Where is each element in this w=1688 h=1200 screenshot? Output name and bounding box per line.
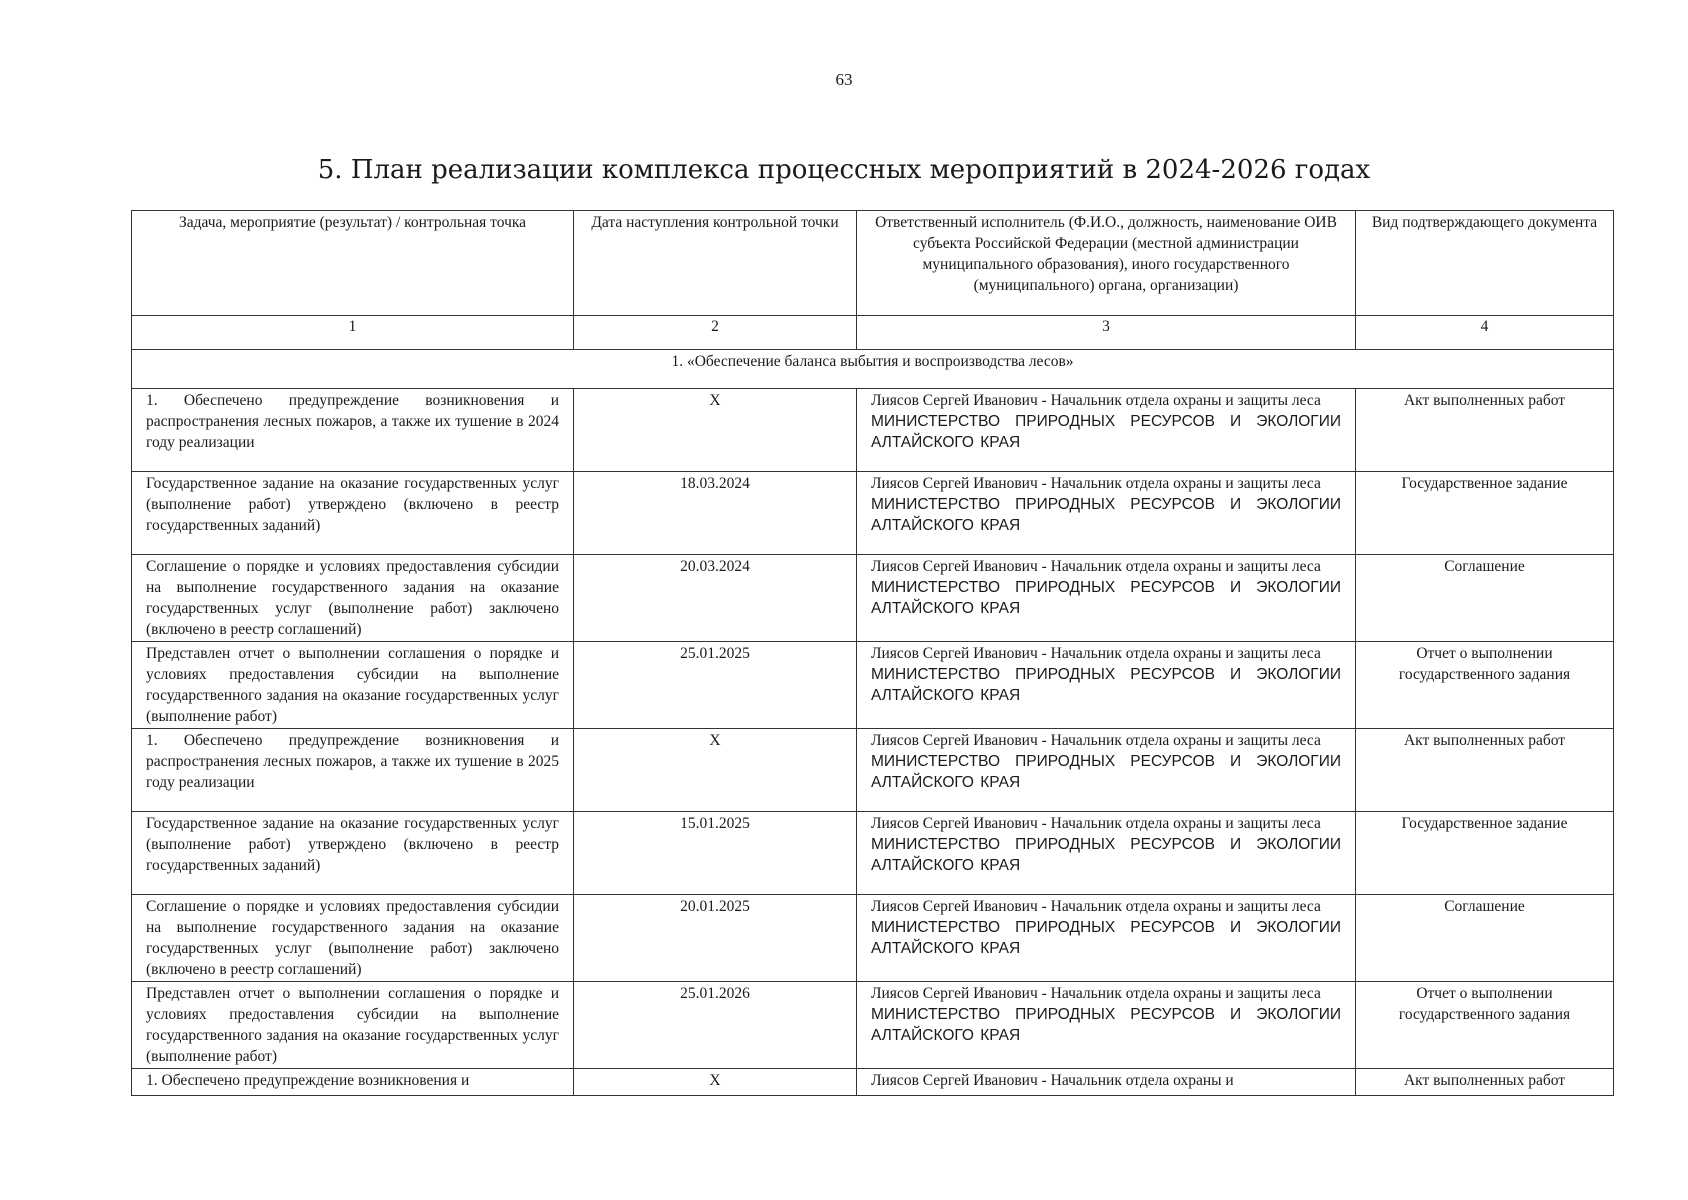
document-type-cell: Акт выполненных работ bbox=[1356, 1069, 1614, 1096]
header-responsible: Ответственный исполнитель (Ф.И.О., должность, наименование ОИВ субъекта Российской Федерации (местной администрации муниципального образования), иного государственного (муниципального) органа, организации) bbox=[857, 211, 1356, 316]
responsible-cell bbox=[857, 555, 1356, 642]
document-type-cell: Соглашение bbox=[1356, 555, 1614, 642]
table-row bbox=[132, 642, 1614, 729]
responsible-organization: МИНИСТЕРСТВО ПРИРОДНЫХ РЕСУРСОВ И ЭКОЛОГИИ АЛТАЙСКОГО КРАЯ bbox=[871, 413, 1341, 451]
plan-table bbox=[131, 210, 1614, 1096]
responsible-organization: МИНИСТЕРСТВО ПРИРОДНЫХ РЕСУРСОВ И ЭКОЛОГИИ АЛТАЙСКОГО КРАЯ bbox=[871, 753, 1341, 791]
date-cell: 18.03.2024 bbox=[574, 472, 857, 555]
responsible-person: Лиясов Сергей Иванович - Начальник отдела охраны и защиты леса bbox=[871, 475, 1321, 492]
column-number: 2 bbox=[574, 316, 857, 350]
responsible-cell bbox=[857, 895, 1356, 982]
responsible-organization: МИНИСТЕРСТВО ПРИРОДНЫХ РЕСУРСОВ И ЭКОЛОГИИ АЛТАЙСКОГО КРАЯ bbox=[871, 836, 1341, 874]
task-cell: Государственное задание на оказание государственных услуг (выполнение работ) утверждено (включено в реестр государственных заданий) bbox=[132, 812, 574, 895]
responsible-person: Лиясов Сергей Иванович - Начальник отдела охраны и защиты леса bbox=[871, 732, 1321, 749]
task-cell: Соглашение о порядке и условиях предоставления субсидии на выполнение государственного задания на оказание государственных услуг (выполнение работ) заключено (включено в реестр соглашений) bbox=[132, 555, 574, 642]
task-cell: Представлен отчет о выполнении соглашения о порядке и условиях предоставления субсидии на выполнение государственного задания на оказание государственных услуг (выполнение работ) bbox=[132, 642, 574, 729]
date-cell: 20.03.2024 bbox=[574, 555, 857, 642]
table-row bbox=[132, 1069, 1614, 1096]
responsible-cell bbox=[857, 982, 1356, 1069]
date-cell: 25.01.2026 bbox=[574, 982, 857, 1069]
document-type-cell: Отчет о выполнении государственного задания bbox=[1356, 642, 1614, 729]
document-type-cell: Отчет о выполнении государственного задания bbox=[1356, 982, 1614, 1069]
responsible-organization: МИНИСТЕРСТВО ПРИРОДНЫХ РЕСУРСОВ И ЭКОЛОГИИ АЛТАЙСКОГО КРАЯ bbox=[871, 666, 1341, 704]
task-cell: 1. Обеспечено предупреждение возникновения и распространения лесных пожаров, а также их тушение в 2025 году реализации bbox=[132, 729, 574, 812]
table-row bbox=[132, 895, 1614, 982]
responsible-organization: МИНИСТЕРСТВО ПРИРОДНЫХ РЕСУРСОВ И ЭКОЛОГИИ АЛТАЙСКОГО КРАЯ bbox=[871, 496, 1341, 534]
table-row bbox=[132, 555, 1614, 642]
responsible-person: Лиясов Сергей Иванович - Начальник отдела охраны и защиты леса bbox=[871, 645, 1321, 662]
table-row bbox=[132, 389, 1614, 472]
date-cell: X bbox=[574, 1069, 857, 1096]
document-type-cell: Государственное задание bbox=[1356, 812, 1614, 895]
responsible-cell bbox=[857, 642, 1356, 729]
responsible-cell bbox=[857, 389, 1356, 472]
task-cell: Соглашение о порядке и условиях предоставления субсидии на выполнение государственного задания на оказание государственных услуг (выполнение работ) заключено (включено в реестр соглашений) bbox=[132, 895, 574, 982]
responsible-person: Лиясов Сергей Иванович - Начальник отдела охраны и защиты леса bbox=[871, 392, 1321, 409]
date-cell: 20.01.2025 bbox=[574, 895, 857, 982]
responsible-organization: МИНИСТЕРСТВО ПРИРОДНЫХ РЕСУРСОВ И ЭКОЛОГИИ АЛТАЙСКОГО КРАЯ bbox=[871, 579, 1341, 617]
date-cell: X bbox=[574, 389, 857, 472]
header-document-type: Вид подтверждающего документа bbox=[1356, 211, 1614, 316]
date-cell: 15.01.2025 bbox=[574, 812, 857, 895]
document-type-cell: Акт выполненных работ bbox=[1356, 729, 1614, 812]
table-row bbox=[132, 729, 1614, 812]
responsible-cell bbox=[857, 1069, 1356, 1096]
responsible-cell bbox=[857, 729, 1356, 812]
table-header-row bbox=[132, 211, 1614, 316]
column-number: 3 bbox=[857, 316, 1356, 350]
responsible-person: Лиясов Сергей Иванович - Начальник отдела охраны и bbox=[871, 1072, 1234, 1089]
header-date: Дата наступления контрольной точки bbox=[574, 211, 857, 316]
responsible-organization: МИНИСТЕРСТВО ПРИРОДНЫХ РЕСУРСОВ И ЭКОЛОГИИ АЛТАЙСКОГО КРАЯ bbox=[871, 1006, 1341, 1044]
section-title: 1. «Обеспечение баланса выбытия и воспроизводства лесов» bbox=[132, 350, 1614, 389]
date-cell: X bbox=[574, 729, 857, 812]
column-number: 4 bbox=[1356, 316, 1614, 350]
date-cell: 25.01.2025 bbox=[574, 642, 857, 729]
document-type-cell: Акт выполненных работ bbox=[1356, 389, 1614, 472]
responsible-organization: МИНИСТЕРСТВО ПРИРОДНЫХ РЕСУРСОВ И ЭКОЛОГИИ АЛТАЙСКОГО КРАЯ bbox=[871, 919, 1341, 957]
section-row bbox=[132, 350, 1614, 389]
responsible-cell bbox=[857, 472, 1356, 555]
responsible-person: Лиясов Сергей Иванович - Начальник отдела охраны и защиты леса bbox=[871, 815, 1321, 832]
document-type-cell: Соглашение bbox=[1356, 895, 1614, 982]
table-row bbox=[132, 812, 1614, 895]
column-number-row bbox=[132, 316, 1614, 350]
task-cell: Государственное задание на оказание государственных услуг (выполнение работ) утверждено (включено в реестр государственных заданий) bbox=[132, 472, 574, 555]
responsible-person: Лиясов Сергей Иванович - Начальник отдела охраны и защиты леса bbox=[871, 558, 1321, 575]
page-number: 63 bbox=[835, 70, 853, 89]
document-type-cell: Государственное задание bbox=[1356, 472, 1614, 555]
page-title: 5. План реализации комплекса процессных мероприятий в 2024-2026 годах bbox=[317, 155, 1371, 185]
header-task: Задача, мероприятие (результат) / контрольная точка bbox=[132, 211, 574, 316]
table-row bbox=[132, 982, 1614, 1069]
task-cell: Представлен отчет о выполнении соглашения о порядке и условиях предоставления субсидии на выполнение государственного задания на оказание государственных услуг (выполнение работ) bbox=[132, 982, 574, 1069]
responsible-person: Лиясов Сергей Иванович - Начальник отдела охраны и защиты леса bbox=[871, 985, 1321, 1002]
task-cell: 1. Обеспечено предупреждение возникновения и распространения лесных пожаров, а также их тушение в 2024 году реализации bbox=[132, 389, 574, 472]
task-cell: 1. Обеспечено предупреждение возникновения и bbox=[132, 1069, 574, 1096]
responsible-person: Лиясов Сергей Иванович - Начальник отдела охраны и защиты леса bbox=[871, 898, 1321, 915]
table-row bbox=[132, 472, 1614, 555]
responsible-cell bbox=[857, 812, 1356, 895]
column-number: 1 bbox=[132, 316, 574, 350]
